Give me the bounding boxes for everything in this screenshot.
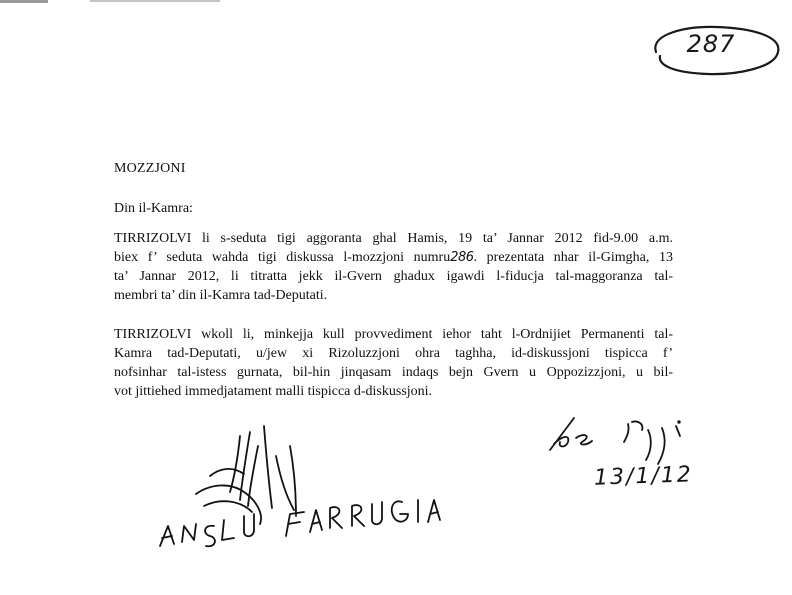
signature-date: 13/1/12 (593, 462, 694, 491)
paragraph-line: nofsinhar tal-istess gurnata, bil-hin jinqasam indaqs bejn Gvern u Oppozizzjoni, u bil- (114, 365, 673, 380)
handwritten-motion-number: 286 (450, 250, 474, 265)
paragraph-line: TIRRIZOLVI li s-seduta tigi aggoranta ghal Hamis, 19 ta’ Jannar 2012 fid-9.00 a.m. (114, 231, 673, 246)
paragraph-line: TIRRIZOLVI wkoll li, minkejja kull provvediment iehor taht l-Ordnijiet Permanenti tal- (114, 327, 673, 342)
page-number-stamp (636, 22, 786, 78)
page-number: 287 (686, 30, 736, 58)
paragraph-line-part: biex f’ seduta wahda tigi diskussa l-mozzjoni numru (114, 250, 451, 265)
scan-edge-mark (0, 0, 48, 3)
document-greeting: Din il-Kamra: (114, 201, 193, 216)
paragraph-line: Kamra tad-Deputati, u/jew xi Rizoluzzjoni ohra taghha, id-diskussjoni tispicca f’ (114, 346, 673, 361)
scan-edge-mark (90, 0, 220, 2)
document-title: MOZZJONI (114, 161, 186, 176)
paragraph-line: vot jittiehed immedjatament malli tispicca d-diskussjoni. (114, 384, 433, 399)
paragraph-line-part: . prezentata nhar il-Gimgha, 13 (473, 250, 673, 265)
paragraph-line: membri ta’ din il-Kamra tad-Deputati. (114, 288, 328, 303)
paragraph-line (114, 248, 673, 267)
resolution-paragraph-2 (114, 325, 673, 401)
paragraph-line: ta’ Jannar 2012, li titratta jekk il-Gvern ghadux igawdi l-fiducja tal-maggoranza tal- (114, 269, 673, 284)
resolution-paragraph-1 (114, 229, 673, 305)
